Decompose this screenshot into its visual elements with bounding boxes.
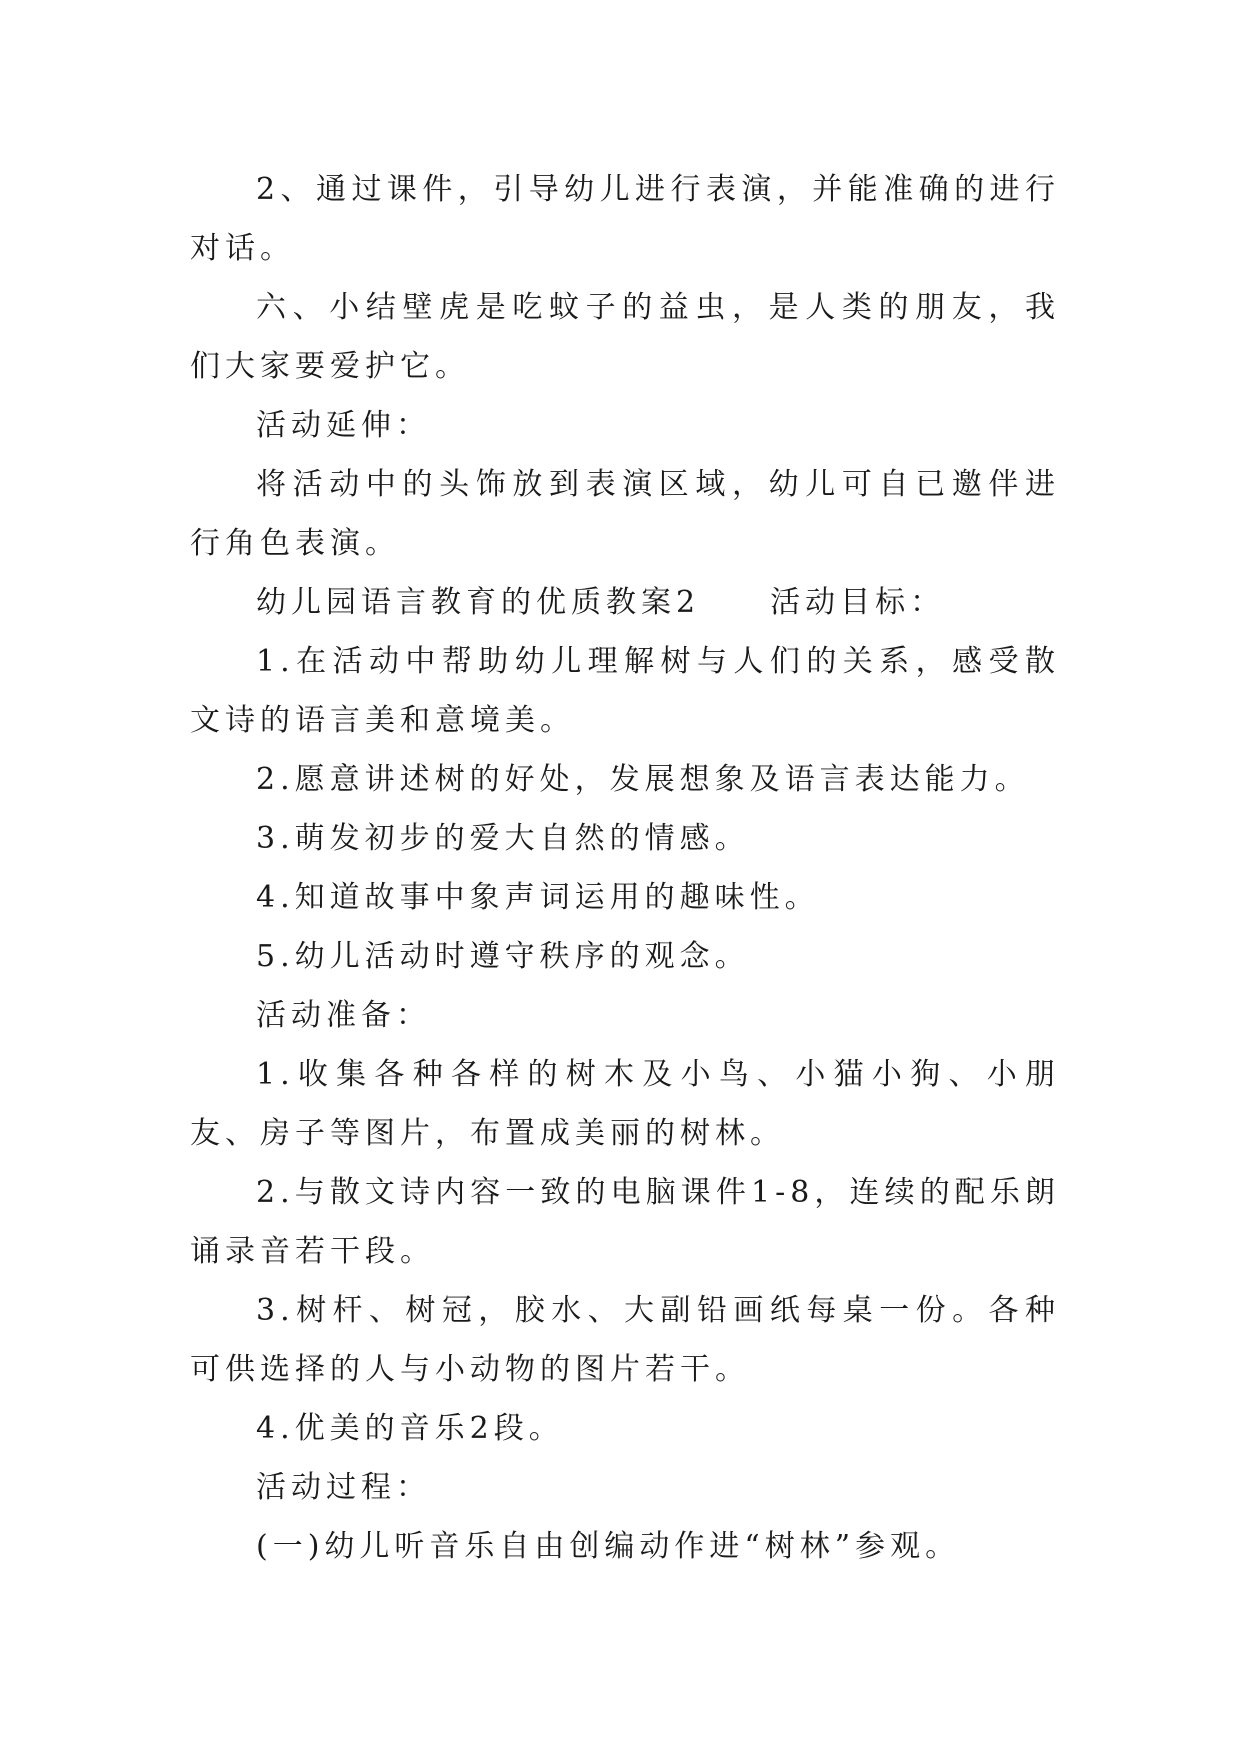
goal-item-1: 1.在活动中帮助幼儿理解树与人们的关系，感受散文诗的语言美和意境美。 [190, 644, 1060, 738]
goal-item-4: 4.知道故事中象声词运用的趣味性。 [256, 880, 820, 915]
paragraph-extension-detail: 将活动中的头饰放到表演区域，幼儿可自已邀伴进行角色表演。 [190, 467, 1060, 561]
goal-item-2: 2.愿意讲述树的好处，发展想象及语言表达能力。 [256, 762, 1030, 797]
process-step-1: (一)幼儿听音乐自由创编动作进“树林”参观。 [256, 1529, 961, 1564]
preparation-item-4: 4.优美的音乐2段。 [256, 1411, 564, 1446]
heading-activity-process: 活动过程： [256, 1470, 431, 1505]
document-body [190, 160, 1060, 1576]
goal-item-3: 3.萌发初步的爱大自然的情感。 [256, 821, 750, 856]
heading-activity-extension: 活动延伸： [256, 408, 431, 443]
heading-lesson-plan-2-goals: 幼儿园语言教育的优质教案2 活动目标： [256, 585, 946, 620]
heading-activity-preparation: 活动准备： [256, 998, 431, 1033]
paragraph-summary: 六、小结壁虎是吃蚊子的益虫，是人类的朋友，我们大家要爱护它。 [190, 290, 1060, 384]
goal-item-5: 5.幼儿活动时遵守秩序的观念。 [256, 939, 750, 974]
preparation-item-1: 1.收集各种各样的树木及小鸟、小猫小狗、小朋友、房子等图片，布置成美丽的树林。 [190, 1057, 1060, 1151]
paragraph-dialogue-practice: 2、通过课件，引导幼儿进行表演，并能准确的进行对话。 [190, 172, 1060, 266]
preparation-item-3: 3.树杆、树冠，胶水、大副铅画纸每桌一份。各种可供选择的人与小动物的图片若干。 [190, 1293, 1060, 1387]
preparation-item-2: 2.与散文诗内容一致的电脑课件1-8，连续的配乐朗诵录音若干段。 [190, 1175, 1060, 1269]
